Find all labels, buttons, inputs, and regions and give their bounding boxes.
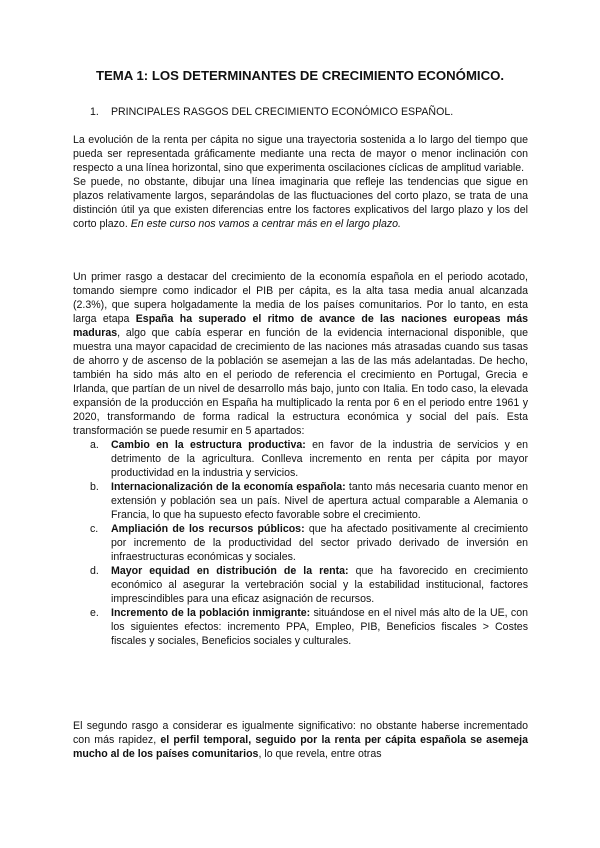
list-item [73, 480, 528, 522]
list-item-bold: Cambio en la estructura productiva: [111, 439, 306, 451]
section-heading [90, 105, 453, 119]
paragraph-3-text-a: Un primer rasgo a destacar del crecimiento de la economía española en el periodo acotado, tomando siempre como indicador el PIB per cápita, es la alta tasa media anual alcanzada (2.3%), que supera holgadamente la media de los países comunitarios. Por lo tanto, en esta larga etapa [73, 271, 528, 325]
main-block [73, 270, 528, 648]
paragraph-4-text-b: , lo que revela, entre otras [258, 748, 382, 760]
list-item-bold: Mayor equidad en distribución de la renta: [111, 565, 349, 577]
list-item-bold: Ampliación de los recursos públicos: [111, 523, 305, 535]
list-item [73, 438, 528, 480]
list-item-text: en favor de la industria de servicios y en detrimento de la agricultura. Conlleva incremento en renta per cápita por mayor productividad en la industria y servicios. [111, 439, 528, 479]
list-item-text: que ha favorecido en crecimiento económico al asegurar la vertebración social y la estabilidad institucional, factores imprescindibles para una eficaz asignación de recursos. [111, 565, 529, 605]
list-item-text: que ha afectado positivamente al crecimiento por incremento de la productividad del sector privado derivado de inversión en infraestructuras económicas y sociales. [111, 523, 528, 563]
closing-block [73, 719, 528, 761]
list-item-letter: d. [90, 565, 99, 577]
list-item-text: tanto más necesaria cuanto menor en extensión y población sea un país. Nivel de apertura actual comparable a Alemania o Francia, lo que ha supuesto efecto favorable sobre el crecimiento. [111, 481, 528, 521]
paragraph-3-bold: España ha superado el ritmo de avance de las naciones europeas más maduras [73, 313, 528, 339]
list-item-bold: Incremento de la población inmigrante: [111, 607, 311, 619]
paragraph-3-text-b: , algo que cabía esperar en función de la evidencia internacional disponible, que muestra una mayor capacidad de crecimiento de las naciones más atrasadas cuando sus tasas de ahorro y de ascenso de la población se asemejan a las de las más adelantadas. De hecho, también ha sido más alto en el periodo de referencia el crecimiento en Portugal, Grecia e Irlanda, que partían de un nivel de desarrollo más bajo, junto con Italia. En todo caso, la elevada expansión de la producción en España ha multiplicado la renta por 6 en el periodo entre 1961 y 2020, transformando de forma radical la estructura económica y social del país. Esta transformación se puede resumir en 5 apartados: [73, 327, 528, 437]
section-number: 1. [90, 106, 99, 118]
paragraph-3 [73, 270, 528, 438]
paragraph-2-italic: En este curso nos vamos a centrar más en el largo plazo. [130, 218, 401, 230]
section-heading-text: PRINCIPALES RASGOS DEL CRECIMIENTO ECONÓMICO ESPAÑOL. [110, 106, 454, 118]
paragraph-4-bold: el perfil temporal, seguido por la renta per cápita española se asemeja mucho al de los países comunitarios [73, 734, 529, 760]
page-title: TEMA 1: LOS DETERMINANTES DE CRECIMIENTO ECONÓMICO. [95, 68, 505, 83]
list-item [73, 606, 528, 648]
list-item-bold: Internacionalización de la economía española: [111, 481, 346, 493]
transformation-list [73, 438, 528, 648]
list-item-text: situándose en el nivel más alto de la UE, con los siguientes efectos: incremento PPA, Empleo, PIB, Beneficios fiscales > Costes fiscales y sociales, Beneficios sociales y culturales. [111, 607, 528, 647]
list-item-letter: b. [90, 481, 99, 493]
paragraph-4-text-a: El segundo rasgo a considerar es igualmente significativo: no obstante haberse incrementado con más rapidez, [73, 720, 528, 746]
list-item-letter: a. [90, 439, 99, 451]
intro-block [73, 133, 528, 231]
list-item-letter: e. [90, 607, 99, 619]
paragraph-1: La evolución de la renta per cápita no sigue una trayectoria sostenida a lo largo del tiempo que pueda ser representada gráficamente mediante una recta de mayor o menor inclinación con respecto a una línea horizontal, sino que experimenta oscilaciones cíclicas de amplitud variable. [73, 134, 528, 174]
paragraph-2 [73, 175, 528, 231]
paragraph-2-text: Se puede, no obstante, dibujar una línea imaginaria que refleje las tendencias que sigue en plazos relativamente largos, separándolas de las fluctuaciones del corto plazo, se trata de una distinción útil ya que existen diferencias entre los factores explicativos del largo plazo y los del corto plazo. [73, 176, 528, 230]
list-item-letter: c. [90, 523, 99, 535]
list-item [73, 564, 528, 606]
paragraph-4 [73, 719, 528, 761]
list-item [73, 522, 528, 564]
